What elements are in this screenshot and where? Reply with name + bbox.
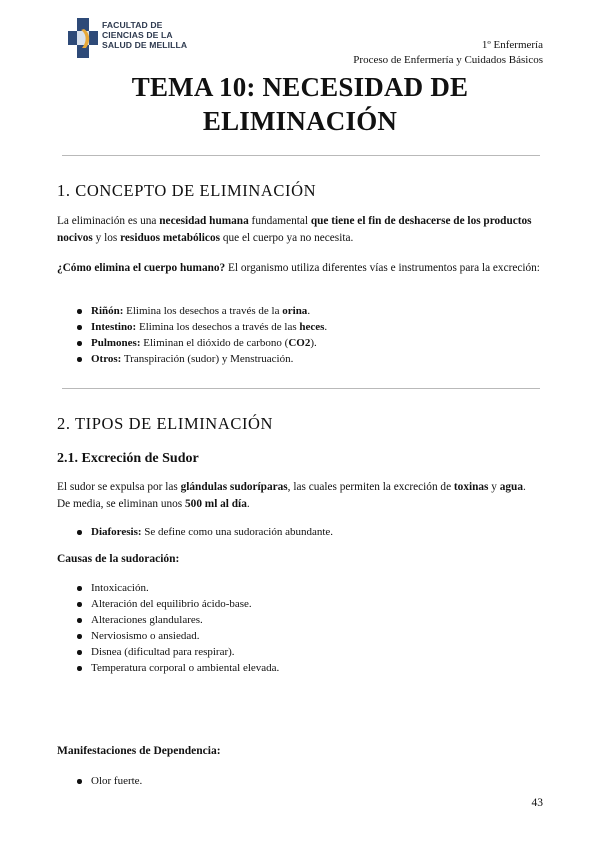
subject-label: Proceso de Enfermería y Cuidados Básicos [353, 54, 543, 66]
faculty-emblem-icon [68, 18, 98, 58]
list-item: Pulmones: Eliminan el dióxido de carbono (CO2). [57, 335, 327, 351]
causes-list [57, 580, 279, 676]
logo-line-3: SALUD DE MELILLA [102, 40, 188, 50]
list-item: Diaforesis: Se define como una sudoración abundante. [57, 524, 333, 540]
list-item: Intoxicación. [57, 580, 279, 596]
list-item: Intestino: Elimina los desechos a través de las heces. [57, 319, 327, 335]
sweat-paragraph: El sudor se expulsa por las glándulas sudoríparas, las cuales permiten la excreción de toxinas y agua. De media, se eliminan unos 500 ml al día. [57, 481, 526, 510]
manifestations-list [57, 773, 142, 789]
logo-line-2: CIENCIAS DE LA [102, 30, 173, 40]
causes-heading: Causas de la sudoración: [57, 553, 180, 565]
diaforesis-list [57, 524, 333, 540]
section-1-paragraph: La eliminación es una necesidad humana fundamental que tiene el fin de deshacerse de los productos nocivos y los residuos metabólicos que el cuerpo ya no necesita. [57, 215, 532, 244]
section-2-1-heading: 2.1. Excreción de Sudor [57, 451, 199, 466]
section-1-question-paragraph: ¿Cómo elimina el cuerpo humano? El organismo utiliza diferentes vías e instrumentos para la excreción: [57, 262, 540, 274]
divider [62, 155, 540, 156]
logo-line-1: FACULTAD DE [102, 20, 163, 30]
title-line-2: ELIMINACIÓN [202, 106, 398, 136]
list-item: Alteración del equilibrio ácido-base. [57, 596, 279, 612]
list-item: Disnea (dificultad para respirar). [57, 644, 279, 660]
list-item: Nerviosismo o ansiedad. [57, 628, 279, 644]
manifestations-heading: Manifestaciones de Dependencia: [57, 745, 221, 757]
list-item: Alteraciones glandulares. [57, 612, 279, 628]
list-item: Temperatura corporal o ambiental elevada. [57, 660, 279, 676]
page-number: 43 [531, 797, 543, 809]
page-title [60, 70, 540, 138]
list-item: Olor fuerte. [57, 773, 142, 789]
divider [62, 388, 540, 389]
faculty-logo [68, 18, 208, 60]
list-item: Otros: Transpiración (sudor) y Menstruación. [57, 351, 327, 367]
section-2-heading: 2. TIPOS DE ELIMINACIÓN [57, 414, 274, 433]
list-item: Riñón: Elimina los desechos a través de la orina. [57, 303, 327, 319]
header-course-info [353, 38, 543, 68]
excretion-organs-list [57, 303, 327, 367]
course-label: 1º Enfermería [481, 39, 543, 51]
section-1-heading: 1. CONCEPTO DE ELIMINACIÓN [57, 181, 317, 200]
title-line-1: TEMA 10: NECESIDAD DE [131, 72, 469, 102]
